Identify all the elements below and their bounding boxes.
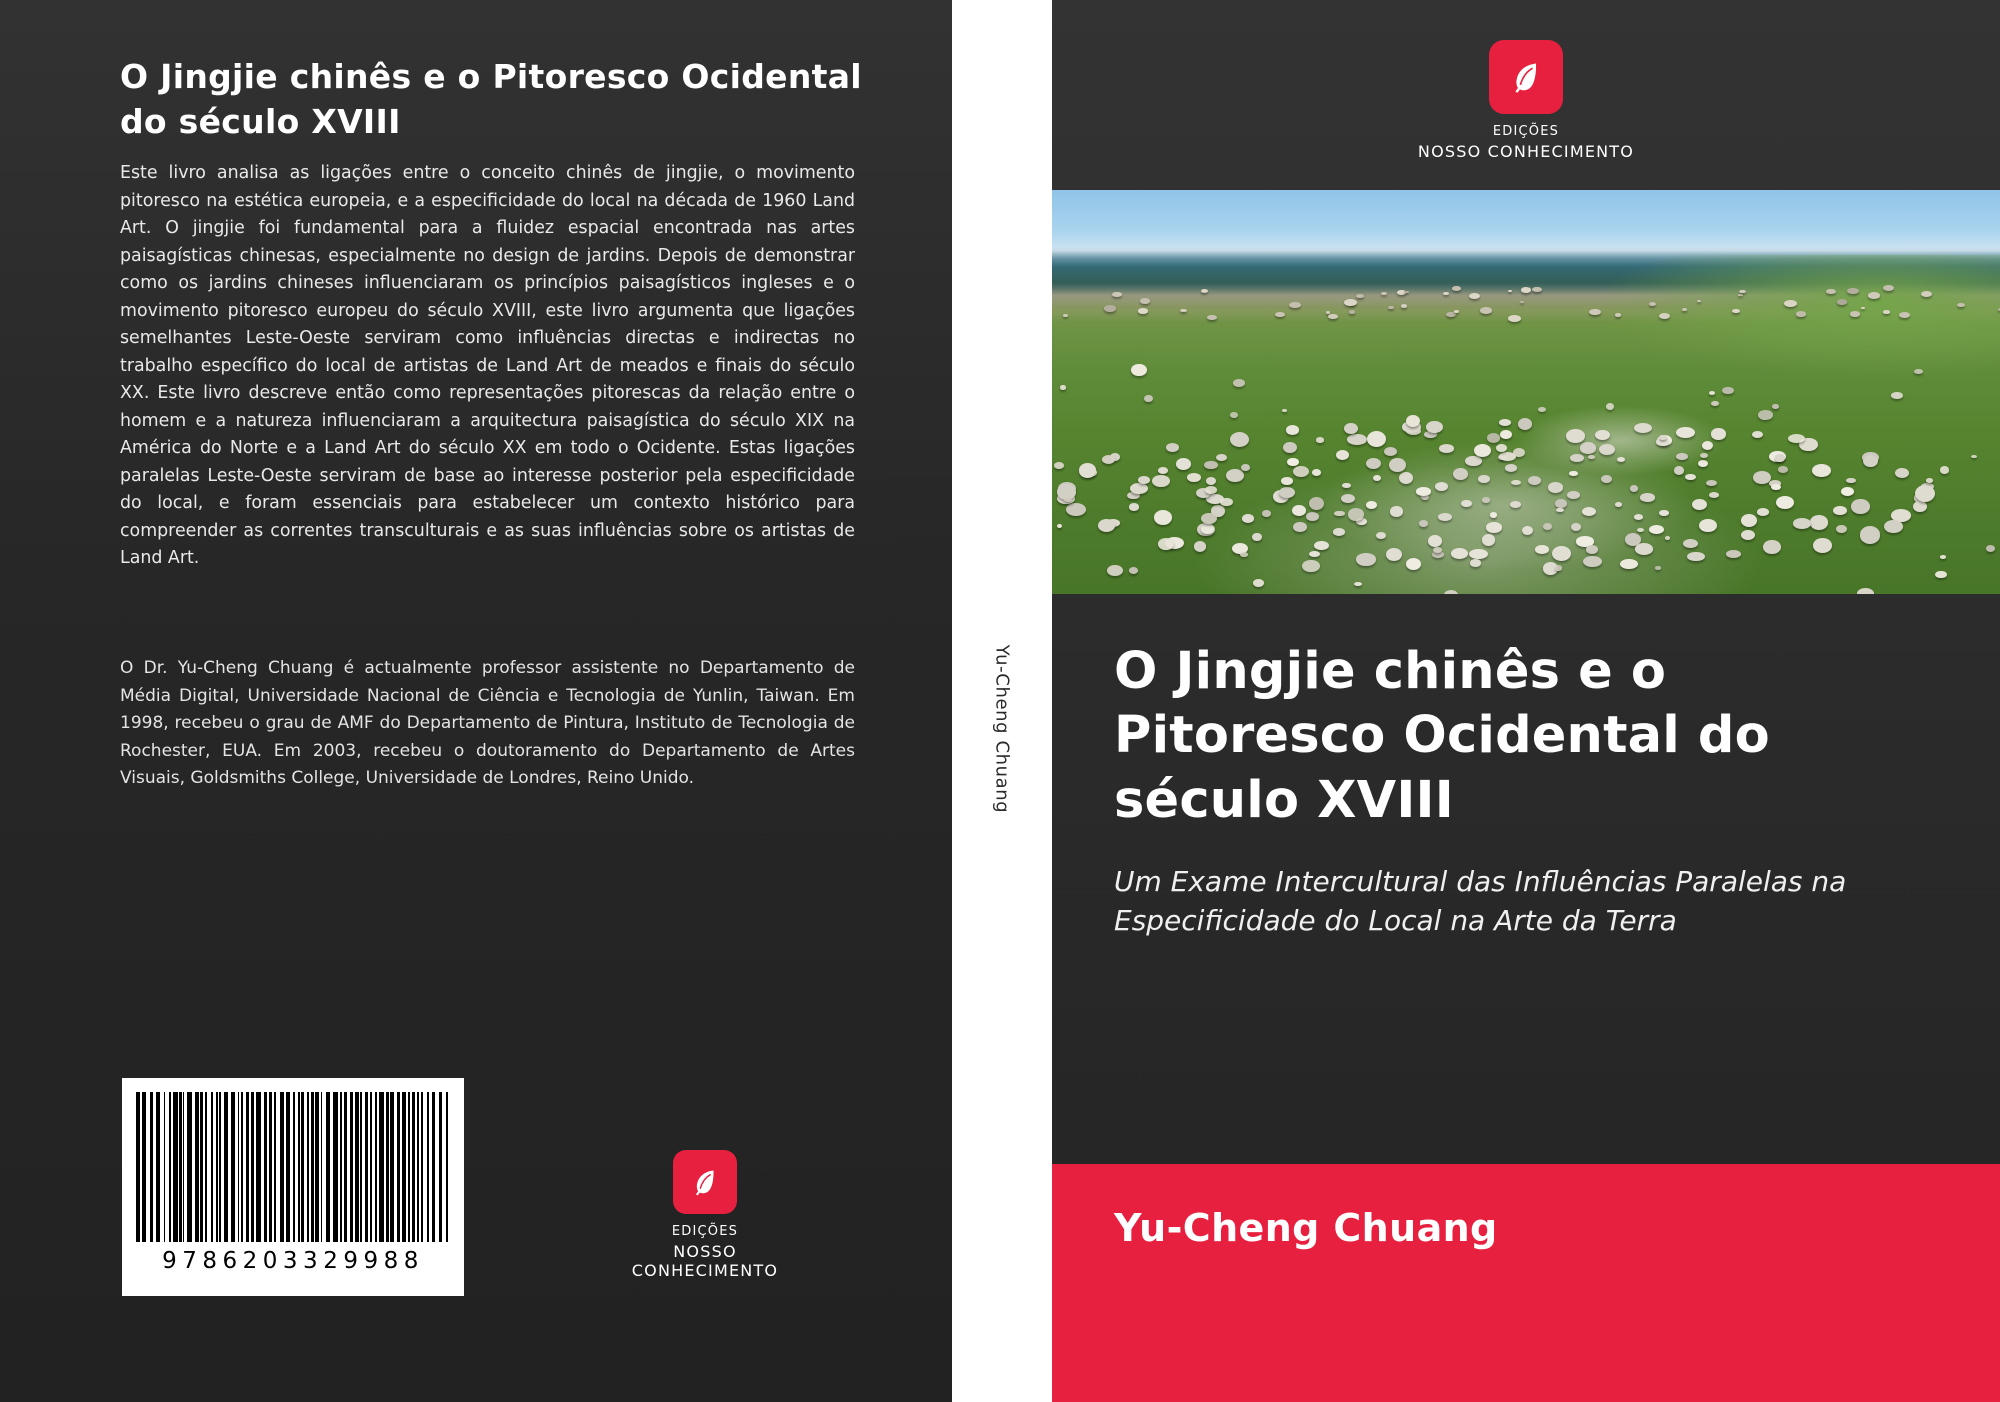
cover-photo bbox=[1052, 190, 2000, 594]
isbn-barcode bbox=[122, 1078, 464, 1296]
cover-photo-stone-circle bbox=[1052, 190, 2000, 594]
author-name: Yu-Cheng Chuang bbox=[1114, 1206, 1498, 1250]
back-cover-description: Este livro analisa as ligações entre o conceito chinês de jingjie, o movimento pitoresco na estética europeia, e a especificidade do local na década de 1960 Land Art. O jingjie foi fundamental para a fluidez espacial encontrada nas artes paisagísticas chinesas, especialmente no design de jardins. Depois de demonstrar como os jardins chineses influenciaram os princípios paisagísticos ingleses e o movimento pitoresco europeu do século XVIII, este livro argumenta que ligações semelhantes Leste-Oeste serviram como influências directas e indirectas no trabalho específico do local de artistas de Land Art de meados e finais do século XX. Este livro descreve então como representações pitorescas da relação entre o homem e a natureza influenciaram a arquitectura paisagística do século XIX na América do Norte e a Land Art do século XX em todo o Ocidente. Estas ligações paralelas Leste-Oeste serviram de base ao interesse posterior pela especificidade do local, e foram essenciais para estabelecer um contexto histórico para compreender as correntes transculturais e as suas influências sobre os artistas de Land Art. bbox=[120, 163, 855, 568]
front-cover-subtitle: Um Exame Intercultural das Influências Paralelas na Especificidade do Local na Arte da Terra bbox=[1114, 865, 1847, 938]
quill-icon bbox=[673, 1150, 737, 1214]
book-spine bbox=[952, 0, 1052, 1402]
isbn-number: 9786203329988 bbox=[162, 1248, 424, 1274]
front-cover bbox=[1052, 0, 2000, 1402]
publisher-line-2: NOSSO CONHECIMENTO bbox=[631, 1242, 779, 1280]
author-biography: O Dr. Yu-Cheng Chuang é actualmente professor assistente no Departamento de Média Digital, Universidade Nacional de Ciência e Tecnologia de Yunlin, Taiwan. Em 1998, recebeu o grau de AMF do Departamento de Pintura, Instituto de Tecnologia de Rochester, EUA. Em 2003, recebeu o doutoramento do Departamento de Artes Visuais, Goldsmiths College, Universidade de Londres, Reino Unido. bbox=[120, 658, 855, 789]
front-cover-title: O Jingjie chinês e o Pitoresco Ocidental do século XVIII bbox=[1114, 642, 1770, 830]
quill-icon bbox=[1489, 40, 1563, 114]
publisher-line-2: NOSSO CONHECIMENTO bbox=[1417, 142, 1635, 161]
author-band bbox=[1052, 1164, 2000, 1402]
publisher-line-1: EDIÇÕES bbox=[671, 1224, 739, 1239]
back-cover bbox=[0, 0, 952, 1402]
barcode-bars bbox=[136, 1092, 450, 1242]
publisher-line-1: EDIÇÕES bbox=[1492, 124, 1560, 139]
spine-author-name: Yu-Cheng Chuang bbox=[991, 644, 1013, 814]
publisher-logo-back bbox=[610, 1150, 800, 1280]
publisher-logo-front bbox=[1052, 40, 2000, 161]
back-cover-title: O Jingjie chinês e o Pitoresco Ocidental do século XVIII bbox=[120, 57, 862, 141]
